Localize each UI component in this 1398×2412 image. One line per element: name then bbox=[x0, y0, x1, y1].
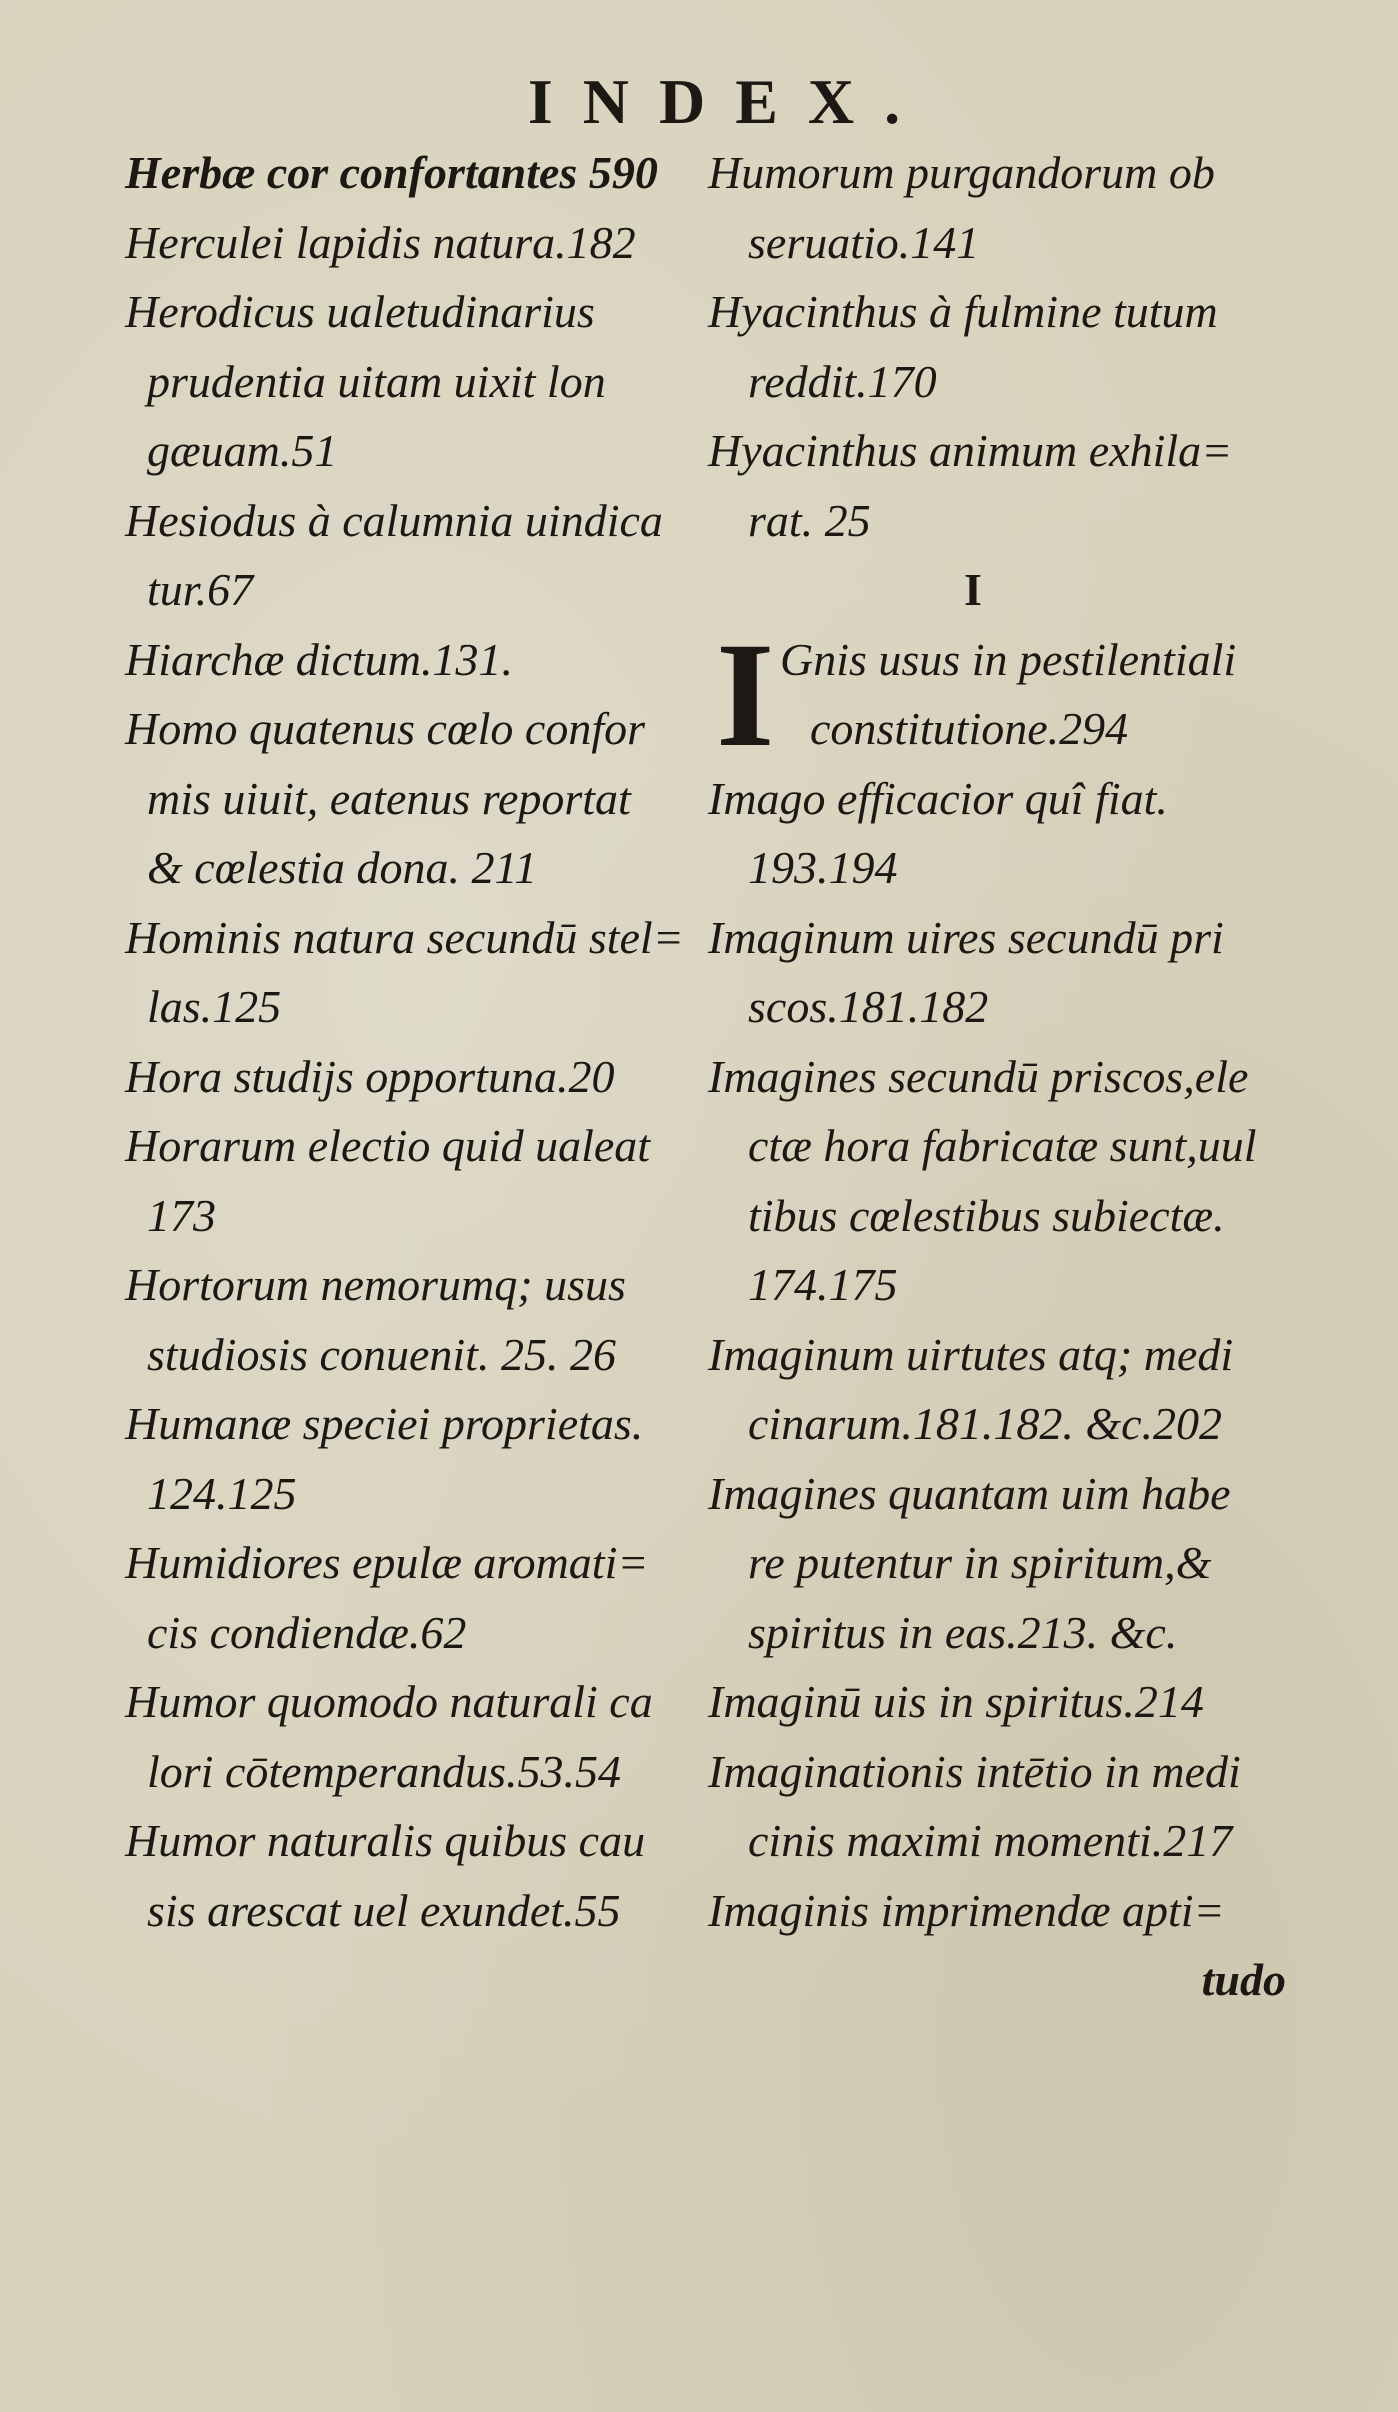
index-line: gæuam.51 bbox=[147, 425, 338, 476]
index-line: tur.67 bbox=[147, 564, 254, 615]
index-line: seruatio.141 bbox=[748, 216, 980, 268]
index-line: 174.175 bbox=[748, 1259, 898, 1310]
index-line: Imaginum uirtutes atq; medi bbox=[708, 1328, 1234, 1380]
index-line: tibus cœlestibus subiectæ. bbox=[748, 1189, 1225, 1241]
index-line: lori cōtemperandus.53.54 bbox=[147, 1745, 622, 1797]
index-line: Horarum electio quid ualeat bbox=[125, 1120, 651, 1171]
left-index-column bbox=[125, 138, 684, 1945]
index-line: 173 bbox=[147, 1189, 216, 1241]
index-line: Humanæ speciei proprietas. bbox=[125, 1398, 644, 1449]
section-letter: I bbox=[964, 564, 982, 615]
index-line: & cœlestia dona. 211 bbox=[147, 842, 538, 893]
index-line: cinis maximi momenti.217 bbox=[748, 1815, 1233, 1866]
index-line: 124.125 bbox=[147, 1467, 297, 1519]
index-line: Hominis natura secundū stel= bbox=[125, 911, 684, 963]
right-top-entries bbox=[708, 138, 1308, 555]
index-line: Imaginationis intētio in medi bbox=[708, 1745, 1241, 1797]
index-line: studiosis conuenit. 25. 26 bbox=[147, 1328, 616, 1380]
index-line: Herodicus ualetudinarius bbox=[125, 286, 595, 337]
index-line: 193.194 bbox=[748, 842, 898, 893]
index-line: Humor quomodo naturali ca bbox=[125, 1676, 653, 1727]
index-line: Hiarchæ dictum.131. bbox=[125, 633, 513, 685]
index-line: mis uiuit, eatenus reportat bbox=[147, 772, 631, 824]
right-bottom-entries bbox=[708, 764, 1308, 1946]
index-line: Hyacinthus à fulmine tutum bbox=[708, 286, 1218, 337]
index-line: cis condiendæ.62 bbox=[147, 1606, 467, 1658]
index-line: Imaginū uis in spiritus.214 bbox=[708, 1676, 1204, 1727]
index-line: Herculei lapidis natura.182 bbox=[125, 216, 636, 268]
index-line: Imaginum uires secundū pri bbox=[708, 911, 1224, 963]
index-line: Herbæ cor confortantes 590 bbox=[125, 147, 658, 198]
page-title: INDEX. bbox=[527, 66, 931, 137]
index-line: prudentia uitam uixit lon bbox=[147, 355, 606, 407]
index-line: Homo quatenus cœlo confor bbox=[125, 703, 646, 754]
index-line: scos.181.182 bbox=[748, 981, 989, 1032]
index-line: las.125 bbox=[147, 981, 282, 1032]
right-index-column bbox=[708, 138, 1308, 2015]
index-line: re putentur in spiritum,& bbox=[748, 1537, 1212, 1588]
index-line: rat. 25 bbox=[748, 494, 871, 546]
drop-cap-entry bbox=[708, 611, 1308, 778]
index-line: Hortorum nemorumq; usus bbox=[125, 1259, 626, 1310]
drop-entry-line-1: Gnis usus in pestilentiali bbox=[780, 633, 1237, 685]
index-line: Imago efficacior quî fiat. bbox=[708, 772, 1168, 824]
index-line: cinarum.181.182. &c.202 bbox=[748, 1398, 1223, 1449]
index-line: Imagines quantam uim habe bbox=[708, 1467, 1231, 1519]
index-line: Humidiores epulæ aromati= bbox=[125, 1537, 649, 1588]
index-line: Hesiodus à calumnia uindica bbox=[125, 494, 663, 546]
index-line: reddit.170 bbox=[748, 355, 937, 407]
index-line: ctæ hora fabricatæ sunt,uul bbox=[748, 1120, 1257, 1171]
index-line: Humorum purgandorum ob bbox=[708, 147, 1215, 198]
index-line: Hora studijs opportuna.20 bbox=[125, 1050, 615, 1102]
drop-cap: I bbox=[716, 611, 775, 778]
drop-entry-line-2: constitutione.294 bbox=[810, 703, 1129, 754]
index-line: sis arescat uel exundet.55 bbox=[147, 1884, 621, 1936]
index-line: spiritus in eas.213. &c. bbox=[748, 1606, 1178, 1658]
catchword: tudo bbox=[1201, 1954, 1286, 2005]
index-line: Imaginis imprimendæ apti= bbox=[708, 1884, 1225, 1936]
index-line: Humor naturalis quibus cau bbox=[125, 1815, 646, 1866]
index-line: Imagines secundū priscos,ele bbox=[708, 1050, 1249, 1102]
index-line: Hyacinthus animum exhila= bbox=[708, 425, 1233, 476]
